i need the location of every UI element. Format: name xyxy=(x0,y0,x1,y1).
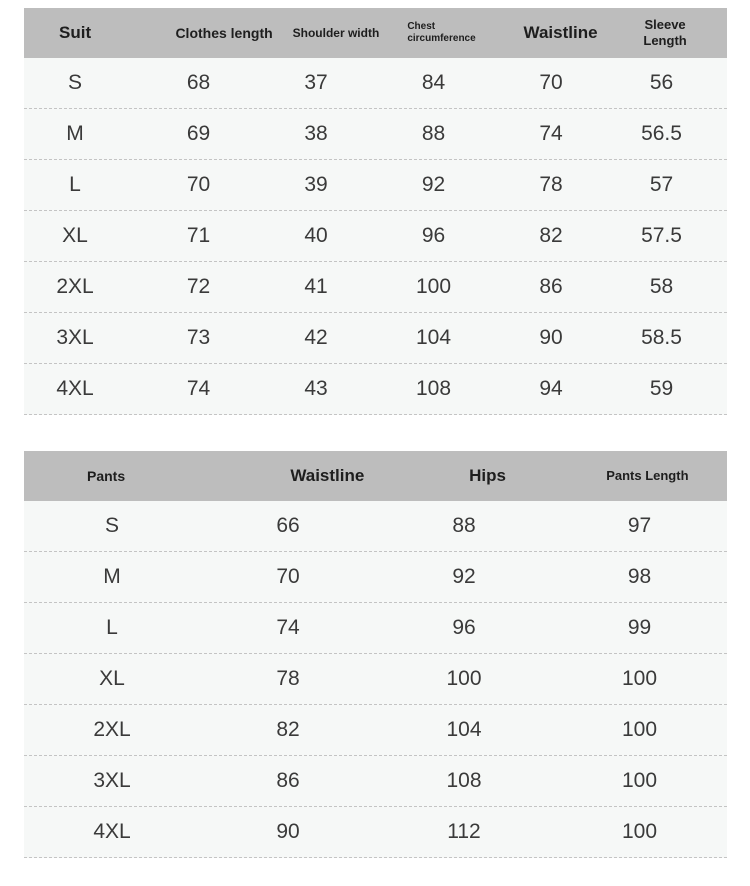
hips-cell: 104 xyxy=(446,718,482,741)
waistline-cell: 82 xyxy=(539,224,563,247)
size-cell: S xyxy=(67,71,82,94)
pants-length-cell: 99 xyxy=(627,616,652,639)
waistline-cell: 90 xyxy=(276,820,300,843)
clothes-length-cell: 70 xyxy=(186,173,211,196)
chest-circumference-cell: 88 xyxy=(421,122,446,145)
chest-circumference-cell: 100 xyxy=(415,275,452,298)
table-row xyxy=(24,705,727,756)
size-cell: 3XL xyxy=(93,769,131,792)
column-header-suit: Suit xyxy=(59,23,92,42)
shoulder-width-cell: 43 xyxy=(304,377,328,400)
size-cell: XL xyxy=(99,667,125,690)
chest-circumference-cell: 104 xyxy=(415,326,452,349)
waistline-cell: 90 xyxy=(539,326,563,349)
size-cell: S xyxy=(104,514,119,537)
pants-length-cell: 98 xyxy=(627,565,652,588)
table-row xyxy=(24,807,727,858)
suit-table-body xyxy=(24,58,727,415)
clothes-length-cell: 72 xyxy=(186,275,211,298)
size-cell: 3XL xyxy=(56,326,94,349)
waistline-cell: 86 xyxy=(539,275,563,298)
shoulder-width-cell: 37 xyxy=(304,71,328,94)
size-cell: M xyxy=(66,122,84,145)
column-header-chest-circumference: Chest circumference xyxy=(407,21,476,44)
size-cell: XL xyxy=(62,224,88,247)
sleeve-length-cell: 56.5 xyxy=(641,122,682,145)
table-row xyxy=(24,58,727,109)
waistline-cell: 82 xyxy=(276,718,300,741)
size-cell: L xyxy=(106,616,118,639)
clothes-length-cell: 74 xyxy=(186,377,211,400)
sleeve-length-cell: 58 xyxy=(649,275,674,298)
waistline-cell: 70 xyxy=(276,565,300,588)
shoulder-width-cell: 41 xyxy=(304,275,328,298)
sleeve-length-cell: 57 xyxy=(649,173,674,196)
table-row xyxy=(24,756,727,807)
sleeve-length-cell: 58.5 xyxy=(641,326,682,349)
table-row xyxy=(24,109,727,160)
pants-length-cell: 100 xyxy=(621,718,658,741)
clothes-length-cell: 69 xyxy=(186,122,211,145)
waistline-cell: 78 xyxy=(276,667,300,690)
column-header-pants-length: Pants Length xyxy=(606,468,689,483)
hips-cell: 100 xyxy=(446,667,482,690)
sleeve-length-cell: 56 xyxy=(649,71,674,94)
hips-cell: 96 xyxy=(452,616,476,639)
size-cell: 4XL xyxy=(56,377,94,400)
suit-size-table xyxy=(24,8,727,415)
waistline-cell: 66 xyxy=(276,514,300,537)
pants-length-cell: 97 xyxy=(627,514,652,537)
size-cell: 2XL xyxy=(56,275,94,298)
column-header-shoulder-width: Shoulder width xyxy=(292,26,380,40)
suit-table-header xyxy=(24,8,727,58)
pants-table-header xyxy=(24,451,727,501)
waistline-cell: 78 xyxy=(539,173,563,196)
chest-circumference-cell: 92 xyxy=(421,173,446,196)
size-cell: M xyxy=(103,565,121,588)
table-row xyxy=(24,262,727,313)
table-row xyxy=(24,552,727,603)
shoulder-width-cell: 42 xyxy=(304,326,328,349)
table-row xyxy=(24,211,727,262)
table-row xyxy=(24,160,727,211)
size-cell: 2XL xyxy=(93,718,131,741)
pants-length-cell: 100 xyxy=(621,769,658,792)
hips-cell: 92 xyxy=(452,565,476,588)
waistline-cell: 86 xyxy=(276,769,300,792)
column-header-clothes-length: Clothes length xyxy=(175,25,273,41)
table-row xyxy=(24,313,727,364)
clothes-length-cell: 71 xyxy=(186,224,211,247)
column-header-sleeve-length: Sleeve Length xyxy=(643,17,687,48)
hips-cell: 112 xyxy=(447,820,481,843)
clothes-length-cell: 68 xyxy=(186,71,211,94)
size-cell: 4XL xyxy=(93,820,131,843)
waistline-cell: 74 xyxy=(539,122,563,145)
chest-circumference-cell: 108 xyxy=(415,377,452,400)
sleeve-length-cell: 57.5 xyxy=(641,224,682,247)
size-cell: L xyxy=(69,173,81,196)
chest-circumference-cell: 96 xyxy=(421,224,446,247)
pants-length-cell: 100 xyxy=(621,820,658,843)
column-header-pants: Pants xyxy=(87,468,126,484)
sleeve-length-cell: 59 xyxy=(649,377,674,400)
pants-length-cell: 100 xyxy=(621,667,658,690)
column-header-waistline: Waistline xyxy=(523,23,598,42)
shoulder-width-cell: 39 xyxy=(304,173,328,196)
chest-circumference-cell: 84 xyxy=(421,71,446,94)
hips-cell: 88 xyxy=(452,514,476,537)
waistline-cell: 74 xyxy=(276,616,300,639)
column-header-waistline: Waistline xyxy=(290,466,365,485)
table-row xyxy=(24,654,727,705)
shoulder-width-cell: 40 xyxy=(304,224,328,247)
table-row xyxy=(24,501,727,552)
table-row xyxy=(24,364,727,415)
waistline-cell: 70 xyxy=(539,71,563,94)
pants-table-body xyxy=(24,501,727,858)
clothes-length-cell: 73 xyxy=(186,326,211,349)
column-header-hips: Hips xyxy=(469,466,506,485)
shoulder-width-cell: 38 xyxy=(304,122,328,145)
pants-size-table xyxy=(24,451,727,858)
waistline-cell: 94 xyxy=(539,377,563,400)
table-row xyxy=(24,603,727,654)
hips-cell: 108 xyxy=(446,769,482,792)
